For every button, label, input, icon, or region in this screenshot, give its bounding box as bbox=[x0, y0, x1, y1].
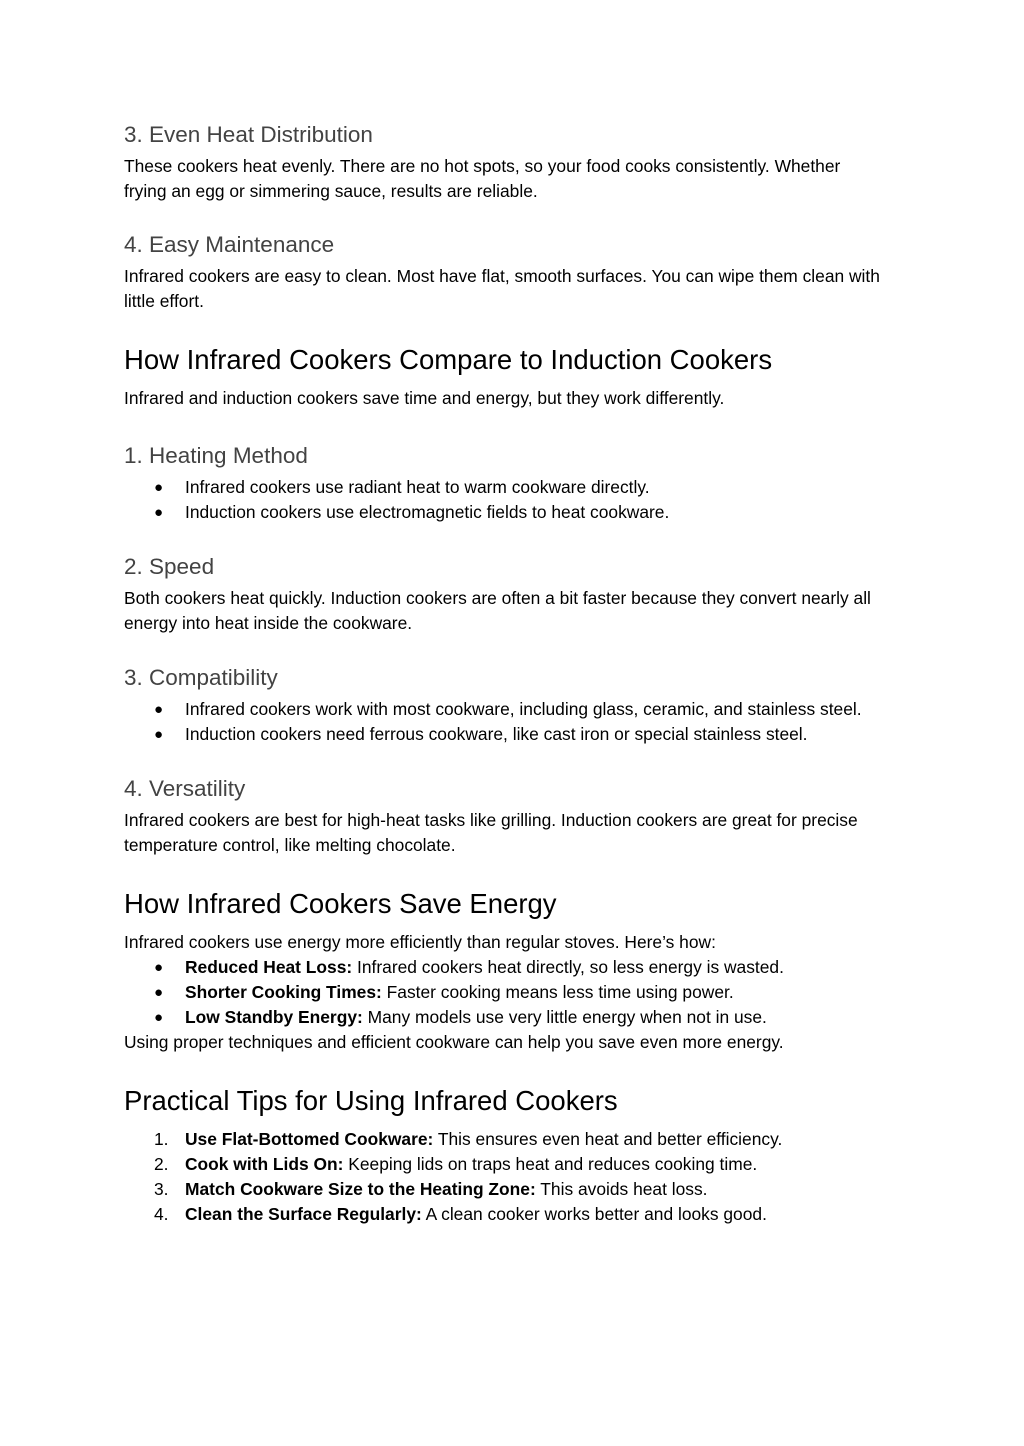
heading-speed: 2. Speed bbox=[124, 554, 215, 579]
paragraph-save-energy-intro: Infrared cookers use energy more efficiently than regular stoves. Here’s how: bbox=[124, 932, 716, 952]
list-item: 3. Match Cookware Size to the Heating Zone: This avoids heat loss. bbox=[154, 1179, 708, 1199]
list-item: 2. Cook with Lids On: Keeping lids on traps heat and reduces cooking time. bbox=[154, 1154, 758, 1174]
paragraph-easy-maintenance: Infrared cookers are easy to clean. Most have flat, smooth surfaces. You can wipe them clean with little effort. bbox=[124, 266, 880, 311]
paragraph-save-energy-outro: Using proper techniques and efficient cookware can help you save even more energy. bbox=[124, 1032, 784, 1052]
list-compatibility bbox=[124, 697, 884, 747]
bullet-icon: ● bbox=[154, 959, 164, 976]
bullet-icon: ● bbox=[154, 1009, 164, 1026]
bullet-icon: ● bbox=[154, 504, 164, 521]
paragraph-speed: Both cookers heat quickly. Induction cookers are often a bit faster because they convert nearly all energy into heat inside the cookware. bbox=[124, 588, 871, 633]
heading-easy-maintenance: 4. Easy Maintenance bbox=[124, 232, 335, 257]
bullet-icon: ● bbox=[154, 726, 164, 743]
list-item: 4. Clean the Surface Regularly: A clean cooker works better and looks good. bbox=[154, 1204, 767, 1224]
list-heating-method bbox=[124, 475, 884, 525]
heading-save-energy: How Infrared Cookers Save Energy bbox=[124, 888, 557, 919]
heading-compare: How Infrared Cookers Compare to Induction Cookers bbox=[124, 344, 773, 375]
list-save-energy bbox=[124, 955, 884, 1030]
heading-even-heat: 3. Even Heat Distribution bbox=[124, 122, 373, 147]
bullet-icon: ● bbox=[154, 984, 164, 1001]
paragraph-versatility: Infrared cookers are best for high-heat tasks like grilling. Induction cookers are great for precise temperature control, like melting chocolate. bbox=[124, 810, 858, 855]
paragraph-compare-intro: Infrared and induction cookers save time and energy, but they work differently. bbox=[124, 388, 725, 408]
list-item: ● Infrared cookers work with most cookware, including glass, ceramic, and stainless steel. bbox=[124, 697, 884, 722]
bullet-icon: ● bbox=[154, 479, 164, 496]
bullet-icon: ● bbox=[154, 701, 164, 718]
list-item: ● Induction cookers need ferrous cookware, like cast iron or special stainless steel. bbox=[124, 722, 884, 747]
list-item: ● Shorter Cooking Times: Faster cooking means less time using power. bbox=[124, 980, 884, 1005]
paragraph-even-heat: These cookers heat evenly. There are no hot spots, so your food cooks consistently. Whether frying an egg or simmering sauce, results are reliable. bbox=[124, 156, 841, 201]
heading-heating-method: 1. Heating Method bbox=[124, 443, 308, 468]
heading-versatility: 4. Versatility bbox=[124, 776, 246, 801]
document-body bbox=[124, 120, 884, 1227]
list-tips bbox=[124, 1127, 884, 1227]
heading-tips: Practical Tips for Using Infrared Cookers bbox=[124, 1085, 618, 1116]
list-item: 1. Use Flat-Bottomed Cookware: This ensures even heat and better efficiency. bbox=[154, 1129, 783, 1149]
list-item: ● Induction cookers use electromagnetic fields to heat cookware. bbox=[124, 500, 884, 525]
list-item: ● Infrared cookers use radiant heat to warm cookware directly. bbox=[124, 475, 884, 500]
heading-compatibility: 3. Compatibility bbox=[124, 665, 278, 690]
list-item: ● Reduced Heat Loss: Infrared cookers heat directly, so less energy is wasted. bbox=[124, 955, 884, 980]
list-item: ● Low Standby Energy: Many models use very little energy when not in use. bbox=[124, 1005, 884, 1030]
